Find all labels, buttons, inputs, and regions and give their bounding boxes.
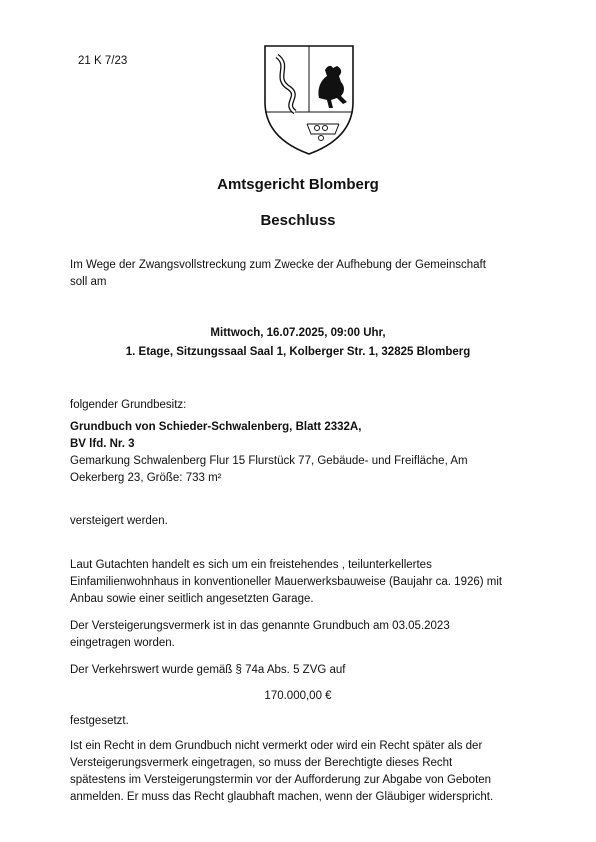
text-line: anmelden. Er muss das Recht glaubhaft machen, wenn der Gläubiger widerspricht.	[70, 791, 494, 803]
text-line: Der Versteigerungsvermerk ist in das genannte Grundbuch am 03.05.2023	[70, 620, 450, 632]
land-register: Grundbuch von Schieder-Schwalenberg, Blatt 2332A,	[70, 421, 362, 433]
appointment-location: 1. Etage, Sitzungssaal Saal 1, Kolberger Str. 1, 32825 Blomberg	[125, 346, 471, 358]
text-line: Anbau sowie einer seitlich angesetzten Garage.	[70, 593, 314, 605]
case-reference: 21 K 7/23	[78, 55, 128, 67]
text-line: Oekerberg 23, Größe: 733 m²	[70, 472, 222, 484]
market-value: 170.000,00 €	[264, 690, 332, 702]
text-line: Einfamilienwohnhaus in konventioneller Mauerwerksbauweise (Baujahr ca. 1926) mit	[70, 576, 503, 588]
text-line: Ist ein Recht in dem Grundbuch nicht vermerkt oder wird ein Recht später als der	[70, 740, 483, 752]
text-line: Versteigerungsvermerk eingetragen, so muss der Berechtigte dieses Recht	[70, 757, 453, 769]
court-name: Amtsgericht Blomberg	[217, 176, 379, 193]
notice-paragraph	[70, 618, 540, 652]
document-title: Beschluss	[260, 212, 336, 229]
bv-number: BV lfd. Nr. 3	[70, 438, 135, 450]
intro-paragraph	[70, 257, 540, 291]
text-line: Im Wege der Zwangsvollstreckung zum Zwecke der Aufhebung der Gemeinschaft	[70, 259, 486, 271]
coat-of-arms-icon	[261, 42, 357, 158]
text-line: soll am	[70, 276, 107, 288]
text-line: spätestens im Versteigerungstermin vor der Aufforderung zur Abgabe von Geboten	[70, 774, 492, 786]
text-line: Gemarkung Schwalenberg Flur 15 Flurstück 77, Gebäude- und Freifläche, Am	[70, 455, 468, 467]
value-intro: Der Verkehrswert wurde gemäß § 74a Abs. 5 ZVG auf	[70, 664, 346, 676]
property-block	[70, 419, 540, 487]
property-label: folgender Grundbesitz:	[70, 399, 187, 411]
text-line: Laut Gutachten handelt es sich um ein freistehendes , teilunterkellertes	[70, 559, 432, 571]
value-outro: festgesetzt.	[70, 715, 129, 727]
appointment-datetime: Mittwoch, 16.07.2025, 09:00 Uhr,	[210, 327, 386, 339]
auctioned-text: versteigert werden.	[70, 515, 168, 527]
rights-paragraph	[70, 738, 540, 806]
text-line: eingetragen worden.	[70, 637, 175, 649]
appraisal-paragraph	[70, 557, 540, 608]
